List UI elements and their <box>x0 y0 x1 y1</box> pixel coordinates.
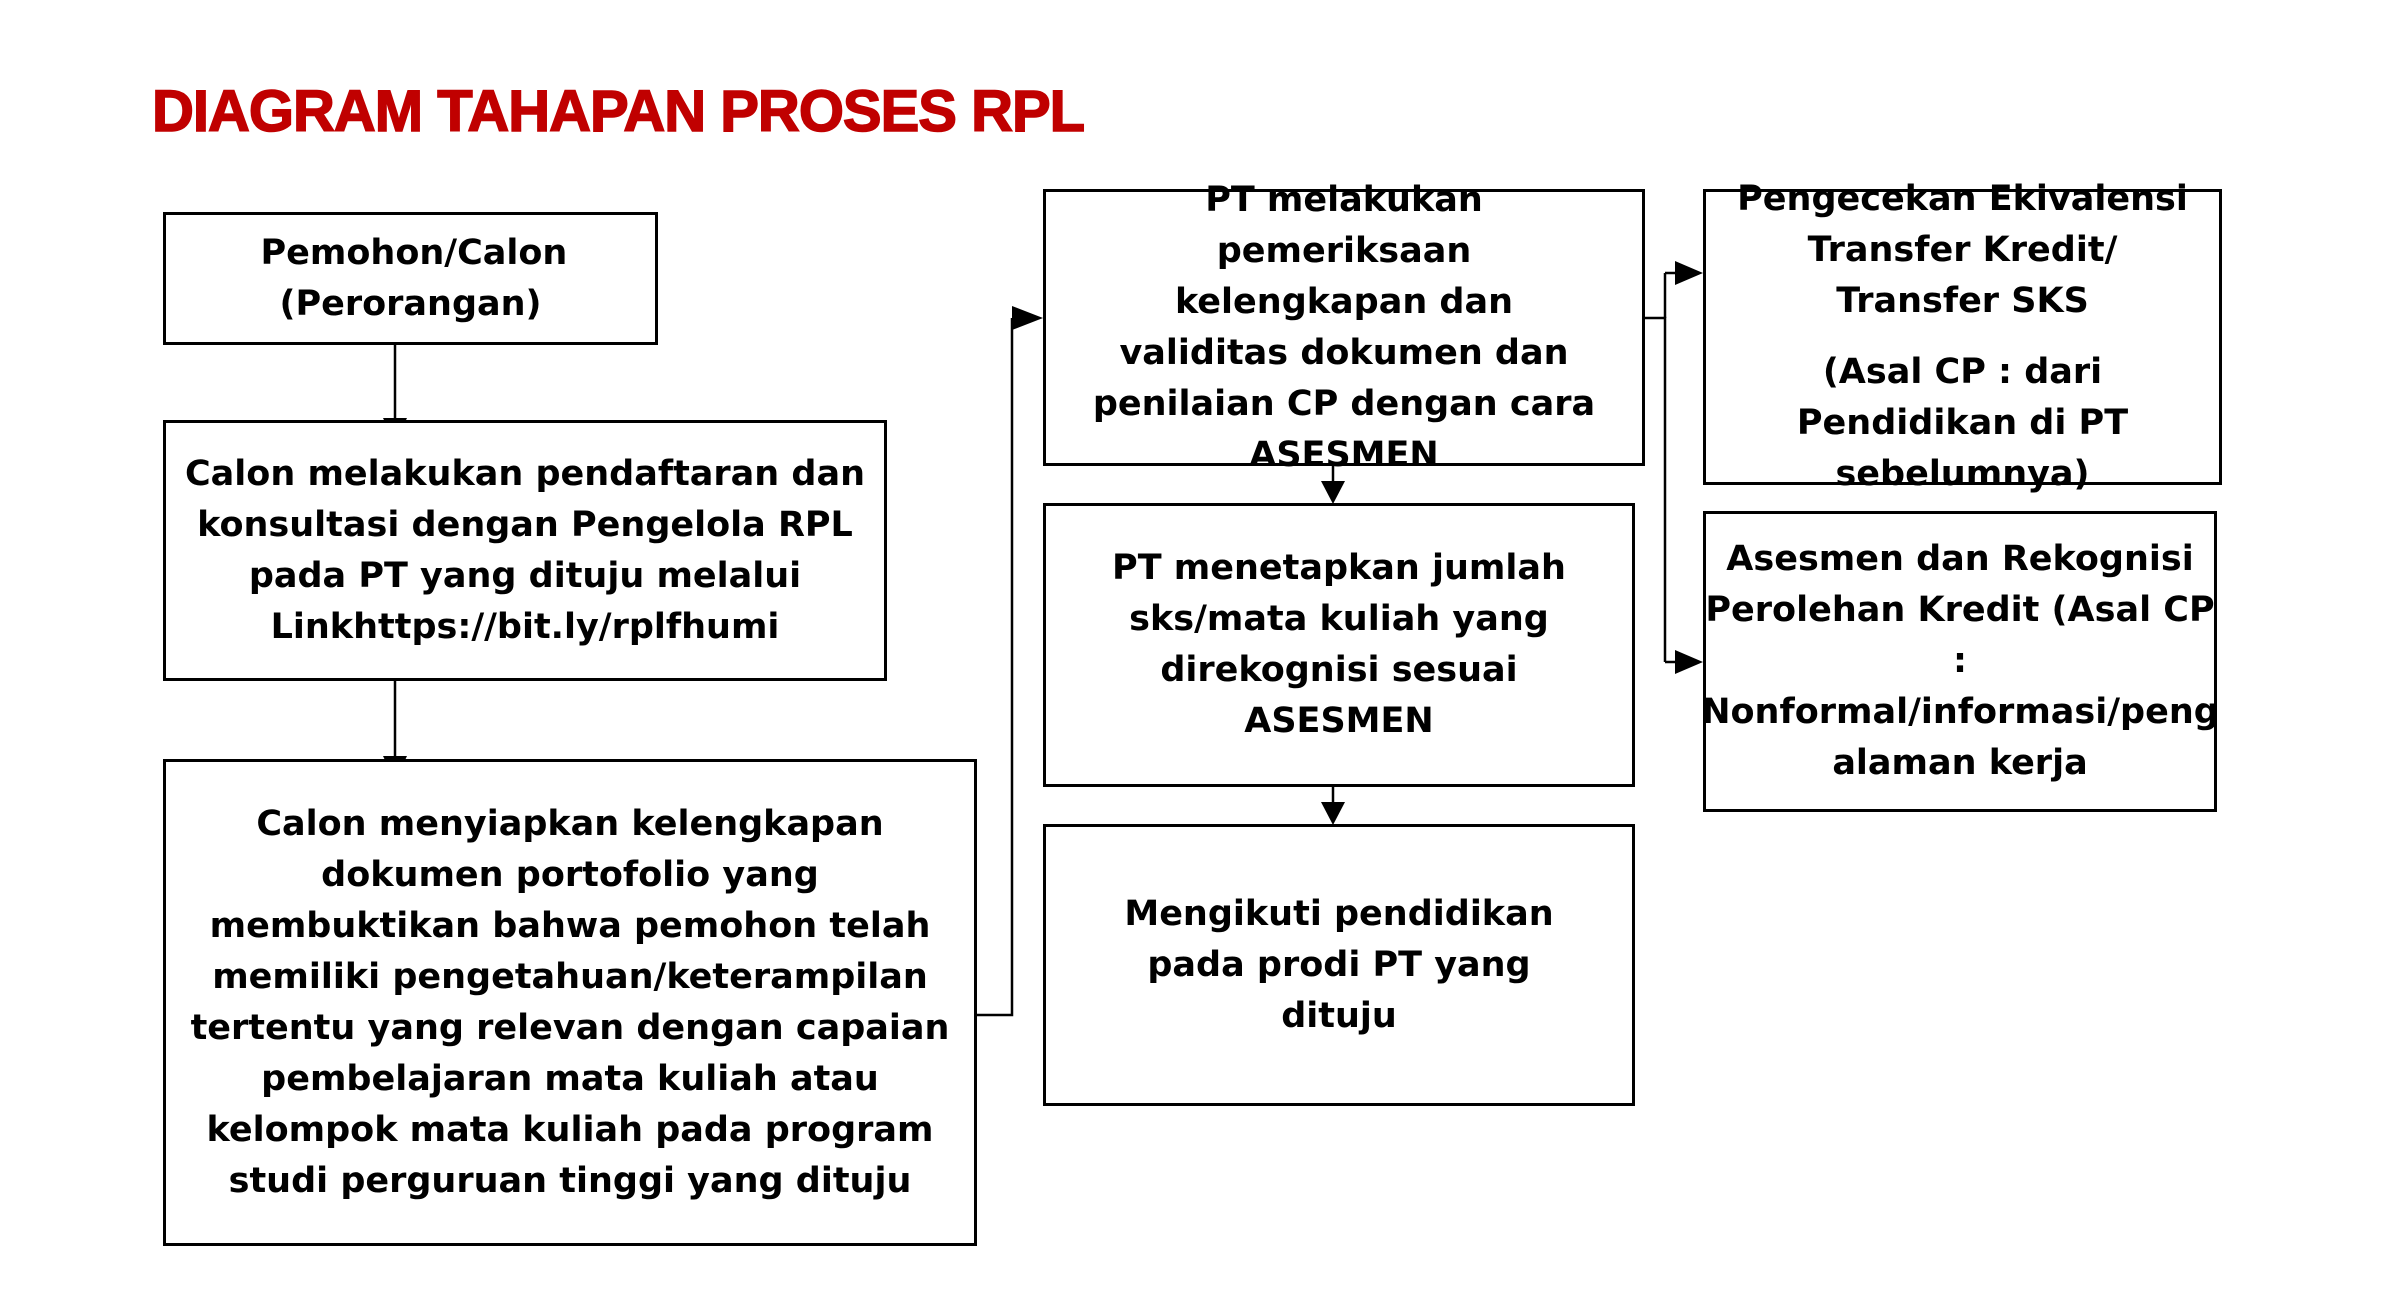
node-portofolio <box>163 759 977 1246</box>
node-portofolio-label: Calon menyiapkan kelengkapan dokumen portofolio yang membuktikan bahwa pemohon telah memiliki pengetahuan/keterampilan tertentu yang relevan dengan capaian pembelajaran mata kuliah atau kelompok mata kuliah pada program studi perguruan tinggi yang dituju <box>190 803 950 1201</box>
node-ekivalensi <box>1703 179 2222 494</box>
arrow-portofolio-to-pemeriksaan <box>977 318 1012 1015</box>
page-title: DIAGRAM TAHAPAN PROSES RPL <box>152 79 1085 144</box>
node-pemohon <box>163 212 658 345</box>
arrowhead-pemeriksaan <box>1012 306 1043 330</box>
node-pemeriksaan-label: PT melakukan pemeriksaan kelengkapan dan validitas dokumen dan penilaian CP dengan cara ASESMEN <box>1092 179 1596 475</box>
arrowhead-pendidikan <box>1321 802 1345 825</box>
node-ekivalensi-note: (Asal CP : dari Pendidikan di PT sebelumnya) <box>1796 352 2129 494</box>
arrowhead-rekognisi <box>1675 650 1703 674</box>
connector-pemeriksaan-branch <box>1645 318 1665 662</box>
node-penetapan-label: PT menetapkan jumlah sks/mata kuliah yang direkognisi sesuai ASESMEN <box>1112 548 1566 741</box>
node-pemeriksaan <box>1043 179 1645 475</box>
node-ekivalensi-title: Pengecekan Ekivalensi Transfer Kredit/ Transfer SKS <box>1737 179 2188 321</box>
arrowhead-penetapan <box>1321 481 1345 504</box>
arrowhead-ekivalensi <box>1675 261 1703 285</box>
node-penetapan <box>1043 503 1635 787</box>
node-pemohon-label: Pemohon/Calon (Perorangan) <box>260 232 568 324</box>
node-rekognisi <box>1703 511 2217 812</box>
node-rekognisi-label: Asesmen dan Rekognisi Perolehan Kredit (Asal CP : Nonformal/informasi/peng alaman kerja <box>1701 539 2219 783</box>
node-pendidikan-label: Mengikuti pendidikan pada prodi PT yang dituju <box>1124 893 1554 1036</box>
node-pendidikan <box>1043 824 1635 1106</box>
node-pendaftaran-label: Calon melakukan pendaftaran dan konsultasi dengan Pengelola RPL pada PT yang dituju melalui Linkhttps://bit.ly/rplfhumi <box>185 453 865 647</box>
node-pendaftaran <box>163 420 887 681</box>
